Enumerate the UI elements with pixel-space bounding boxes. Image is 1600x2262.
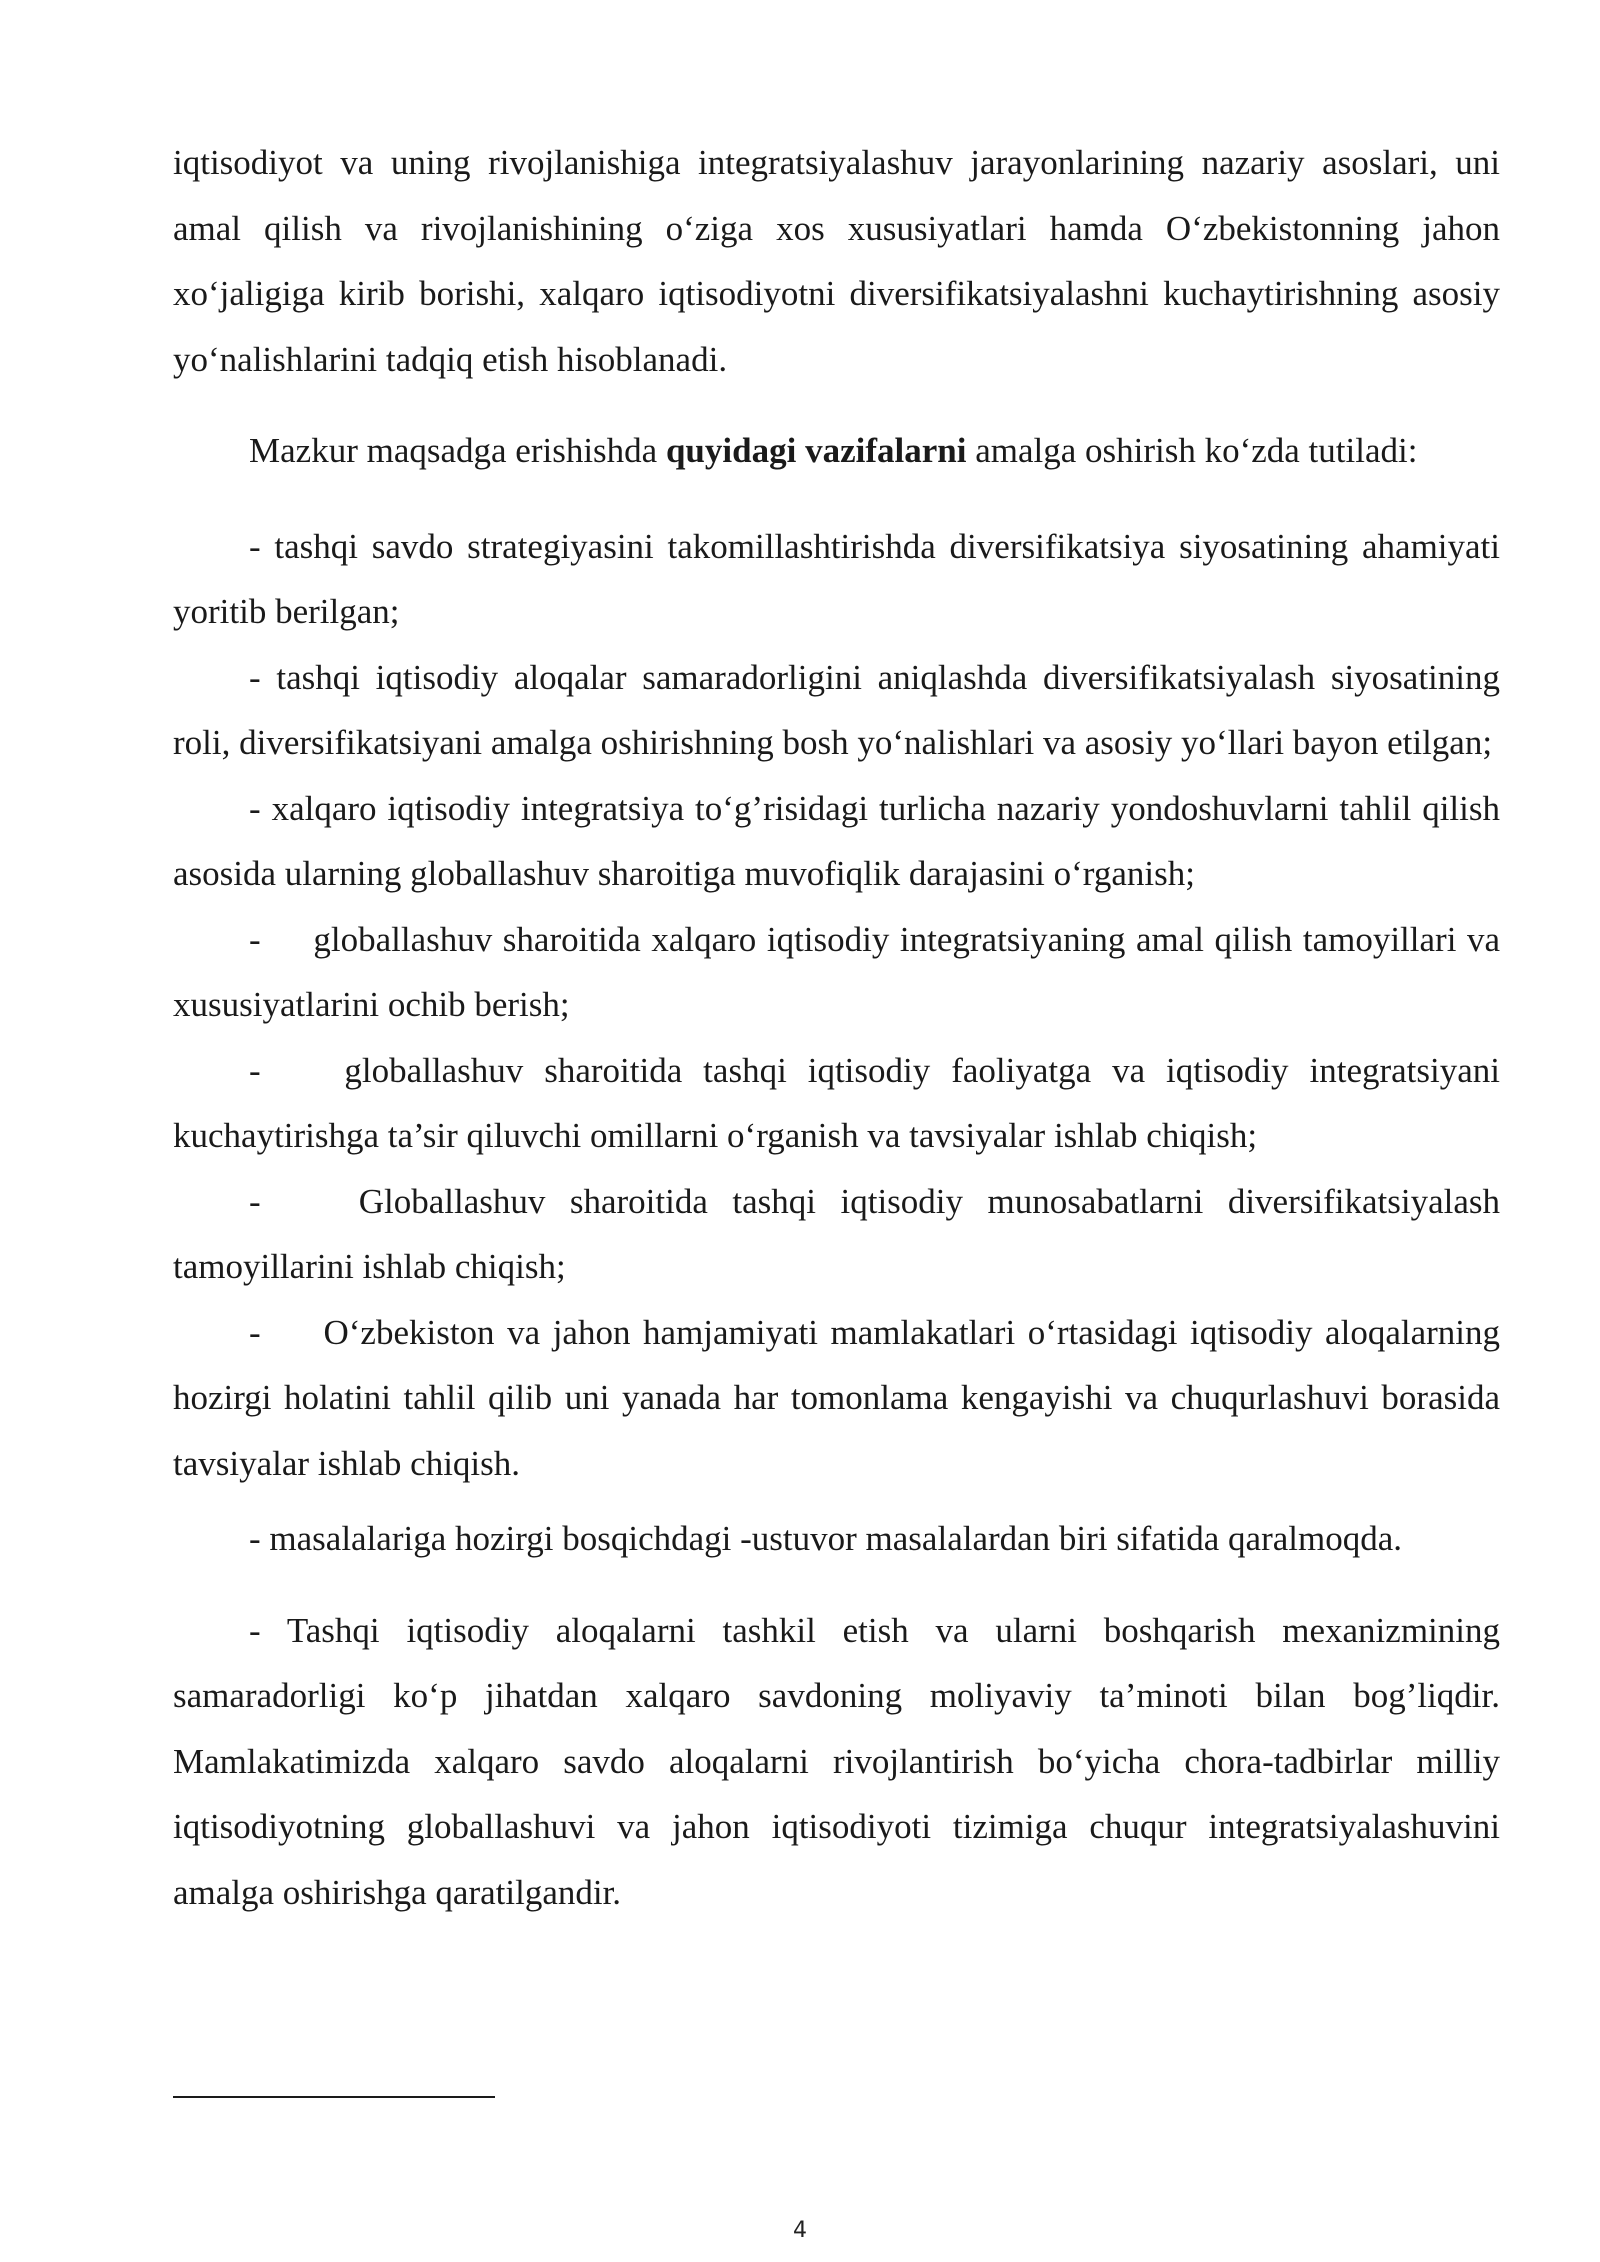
list-item-task: - tashqi iqtisodiy aloqalar samaradorligini aniqlashda diversifikatsiyalash siyosatining roli, diversifikatsiyani amalga oshirishning bosh yo‘nalishlari va asosiy yo‘llari bayon etilgan; xyxy=(173,657,1500,762)
page-number: 4 xyxy=(793,2218,807,2243)
footnote-separator xyxy=(173,2096,495,2098)
list-item-task: - masalalariga hozirgi bosqichdagi -ustuvor masalalardan biri sifatida qaralmoqda. xyxy=(249,1519,1403,1558)
list-item-task: - xalqaro iqtisodiy integratsiya to‘g’risidagi turlicha nazariy yondoshuvlarni tahlil qilish asosida ularning globallashuv sharoitiga muvofiqlik darajasini o‘rganish; xyxy=(173,788,1500,893)
page-body xyxy=(173,130,1509,1925)
paragraph-tasks-intro xyxy=(173,418,1500,484)
list-item-task: - globallashuv sharoitida tashqi iqtisodiy faoliyatga va iqtisodiy integratsiyani kuchaytirishga ta’sir qiluvchi omillarni o‘rganish va tavsiyalar ishlab chiqish; xyxy=(173,1050,1509,1155)
tasks-intro-text: Mazkur maqsadga erishishda xyxy=(249,431,666,470)
tasks-intro-text-end: amalga oshirish ko‘zda tutiladi: xyxy=(966,431,1418,470)
list-item-task: - tashqi savdo strategiyasini takomillashtirishda diversifikatsiya siyosatining ahamiyati yoritib berilgan; xyxy=(173,526,1500,631)
list-item-task: - O‘zbekiston va jahon hamjamiyati mamlakatlari o‘rtasidagi iqtisodiy aloqalarning hozirgi holatini tahlil qilib uni yanada har tomonlama kengayishi va chuqurlashuvi borasida tavsiyalar ishlab chiqish. xyxy=(173,1312,1509,1483)
list-item-task: - globallashuv sharoitida xalqaro iqtisodiy integratsiyaning amal qilish tamoyillari va xususiyatlarini ochib berish; xyxy=(173,919,1509,1024)
paragraph-intro: iqtisodiyot va uning rivojlanishiga integratsiyalashuv jarayonlarining nazariy asoslari, uni amal qilish va rivojlanishining o‘ziga xos xususiyatlari hamda O‘zbekistonning jahon xo‘jaligiga kirib borishi, xalqaro iqtisodiyotni diversifikatsiyalashni kuchaytirishning asosiy yo‘nalishlarini tadqiq etish hisoblanadi. xyxy=(173,143,1500,379)
paragraph-conclusion: - Tashqi iqtisodiy aloqalarni tashkil etish va ularni boshqarish mexanizmining samaradorligi ko‘p jihatdan xalqaro savdoning moliyaviy ta’minoti bilan bog’liqdir. Mamlakatimizda xalqaro savdo aloqalarni rivojlantirish bo‘yicha chora-tadbirlar milliy iqtisodiyotning globallashuvi va jahon iqtisodiyoti tizimiga chuqur integratsiyalashuvini amalga oshirishga qaratilgandir. xyxy=(173,1610,1500,1912)
list-item-task: - Globallashuv sharoitida tashqi iqtisodiy munosabatlarni diversifikatsiyalash tamoyillarini ishlab chiqish; xyxy=(173,1181,1509,1286)
tasks-intro-bold: quyidagi vazifalarni xyxy=(665,431,967,470)
